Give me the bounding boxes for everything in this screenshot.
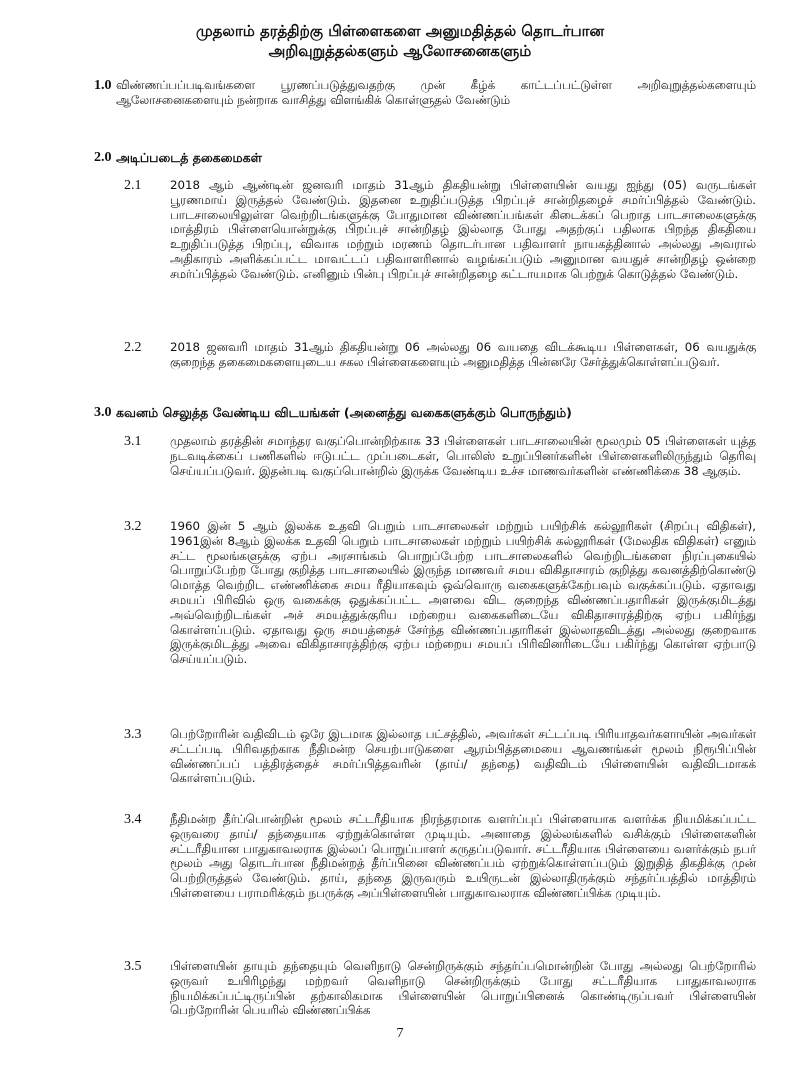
page-number: 7	[396, 1026, 404, 1041]
item-number-3-1: 3.1	[124, 434, 142, 449]
section-number-3: 3.0	[94, 405, 112, 420]
item-3-1-paragraph: முதலாம் தரத்தின் சமாந்தர வகுப்பொன்றிற்காக 33 பிள்ளைகள் பாடசாலையின் மூலமும் 05 பிள்ளைகள் யுத்த நடவடிக்கைப் பணிகளில் ஈடுபட்ட முப்படைகள், பொலிஸ் உறுப்பினர்களின் பிள்ளைகளிலிருந்தும் தெரிவு செய்யப்படுவர். இதன்படி வகுப்பொன்றில் இருக்க வேண்டிய உச்ச மாணவர்களின் எண்ணிக்கை 38 ஆகும்.	[170, 434, 756, 478]
item-number-2-2: 2.2	[124, 340, 142, 355]
section-3-heading: கவனம் செலுத்த வேண்டிய விடயங்கள் (அனைத்து வகைகளுக்கும் பொருந்தும்)	[116, 405, 572, 420]
item-number-3-2: 3.2	[124, 519, 142, 534]
page-title-line-1: முதலாம் தரத்திற்கு பிள்ளைகளை அனுமதித்தல் தொடர்பான	[195, 22, 604, 40]
section-1-paragraph: விண்ணப்பப்படிவங்களை பூரணப்படுத்துவதற்கு முன் கீழ்க் காட்டப்பட்டுள்ள அறிவுறுத்தல்களையும் ஆலோசனைகளையும் நன்றாக வாசித்து விளங்கிக் கொள்ளுதல் வேண்டும்	[116, 78, 756, 107]
item-number-3-5: 3.5	[124, 959, 142, 974]
item-number-3-3: 3.3	[124, 727, 142, 742]
item-number-2-1: 2.1	[124, 178, 142, 193]
page-title-line-2: அறிவுறுத்தல்களும் ஆலோசனைகளும்	[268, 42, 532, 60]
section-2-heading: அடிப்படைத் தகைமைகள்	[116, 150, 262, 165]
item-3-4-paragraph: நீதிமன்ற தீர்ப்பொன்றின் மூலம் சட்டரீதியாக நிரந்தரமாக வளர்ப்புப் பிள்ளையாக வளர்க்க நியமிக்கப்பட்ட ஒருவரை தாய்/ தந்தையாக ஏற்றுக்கொள்ள முடியும். அனாதை இல்லங்களில் வசிக்கும் பிள்ளைகளின் சட்டரீதியான பாதுகாவலராக இல்லப் பொறுப்பாளர் கருதப்படுவார். சட்டரீதியாக பிள்ளையை வளர்க்கும் நபர் மூலம் அது தொடர்பான நீதிமன்றத் தீர்ப்பினை விண்ணப்பம் ஏற்றுக்கொள்ளப்படும் இறுதித் திகதிக்கு முன் பெற்றிருத்தல் வேண்டும். தாய், தந்தை இருவரும் உயிருடன் இல்லாதிருக்கும் சந்தர்ப்பத்தில் மாத்திரம் பிள்ளையை பராமரிக்கும் நபருக்கு அப்பிள்ளையின் பாதுகாவலராக விண்ணப்பிக்க முடியும்.	[170, 812, 756, 900]
item-2-1-paragraph: 2018 ஆம் ஆண்டின் ஜனவரி மாதம் 31ஆம் திகதியன்று பிள்ளையின் வயது ஐந்து (05) வருடங்கள் பூரணமாய் இருத்தல் வேண்டும். இதனை உறுதிப்படுத்த பிறப்புச் சான்றிதழைச் சமர்ப்பித்தல் வேண்டும். பாடசாலையிலுள்ள வெற்றிடங்களுக்கு போதுமான விண்ணப்பங்கள் கிடைக்கப் பெறாத பாடசாலைகளுக்கு மாத்திரம் பிள்ளையொன்றுக்கு பிறப்புச் சான்றிதழ் இல்லாத போது அதற்குப் பதிலாக பிறந்த திகதியை உறுதிப்படுத்த பிறப்பு, விவாக மற்றும் மரணம் தொடர்பான பதிவாளர் நாயகத்தினால் அல்லது அவரால் அதிகாரம் அளிக்கப்பட்ட மாவட்டப் பதிவாளரினால் வழங்கப்படும் அனுமான வயதுச் சான்றிதழ் ஒன்றை சமர்ப்பித்தல் வேண்டும். எனினும் பின்பு பிறப்புச் சான்றிதழை கட்டாயமாக பெற்றுக் கொடுத்தல் வேண்டும்.	[170, 178, 756, 281]
item-number-3-4: 3.4	[124, 812, 142, 827]
item-3-2-paragraph: 1960 இன் 5 ஆம் இலக்க உதவி பெறும் பாடசாலைகள் மற்றும் பயிற்சிக் கல்லூரிகள் (சிறப்பு விதிகள்), 1961இன் 8ஆம் இலக்க உதவி பெறும் பாடசாலைகள் மற்றும் பயிற்சிக் கல்லூரிகள் (மேலதிக விதிகள்) எனும் சட்ட மூலங்களுக்கு ஏற்ப அரசாங்கம் பொறுப்பேற்ற பாடசாலைகளில் வெற்றிடங்களை நிரப்புகையில் பொறுப்பேற்ற போது குறித்த பாடசாலையில் இருந்த மாணவர் சமய விகிதாசாரம் குறித்து கவனத்திற்கொண்டு மொத்த வெற்றிட எண்ணிக்கை சமய ரீதியாகவும் ஒவ்வொரு வகைகளுக்கேற்பவும் வகுக்கப்படும். ஏதாவது சமயப் பிரிவில் ஒரு வகைக்கு ஒதுக்கப்பட்ட அளவை விட குறைந்த விண்ணப்பதாரிகள் இருக்குமிடத்து அவ்வெற்றிடங்கள் அச் சமயத்துக்குரிய மற்றைய வகைகளிடையே விகிதாசாரத்திற்கு ஏற்ப பகிர்ந்து கொள்ளப்படும். ஏதாவது ஒரு சமயத்தைச் சேர்ந்த விண்ணப்பதாரிகள் இல்லாதவிடத்து அல்லது குறைவாக இருக்குமிடத்து அவை விகிதாசாரத்திற்கு ஏற்ப மற்றைய சமயப் பிரிவினரிடையே பகிர்ந்து கொள்ள ஏற்பாடு செய்யப்படும்.	[170, 519, 756, 667]
section-number-1: 1.0	[94, 78, 112, 93]
item-2-2-paragraph: 2018 ஜனவரி மாதம் 31ஆம் திகதியன்று 06 அல்லது 06 வயதை விடக்கூடிய பிள்ளைகள், 06 வயதுக்கு குறைந்த தகைமைகளையுடைய சகல பிள்ளைகளையும் அனுமதித்த பின்னரே சேர்த்துக்கொள்ளப்படுவர்.	[170, 340, 756, 369]
item-3-3-paragraph: பெற்றோரின் வதிவிடம் ஒரே இடமாக இல்லாத பட்சத்தில், அவர்கள் சட்டப்படி பிரியாதவர்களாயின் அவர்கள் சட்டப்படி பிரிவதற்காக நீதிமன்ற செயற்பாடுகளை ஆரம்பித்தமையை ஆவணங்கள் மூலம் நிரூபிப்பின் விண்ணப்பப் பத்திரத்தைச் சமர்ப்பித்தவரின் (தாய்/ தந்தை) வதிவிடம் பிள்ளையின் வதிவிடமாகக் கொள்ளப்படும்.	[170, 727, 756, 786]
item-3-5-paragraph: பிள்ளையின் தாயும் தந்தையும் வெளிநாடு சென்றிருக்கும் சந்தர்ப்பமொன்றின் போது அல்லது பெற்றோரில் ஒருவர் உயிரிழந்து மற்றவர் வெளிநாடு சென்றிருக்கும் போது சட்டரீதியாக பாதுகாவலராக நியமிக்கப்பட்டிருப்பின் தற்காலிகமாக பிள்ளையின் பொறுப்பினைக் கொண்டிருப்பவர் பிள்ளையின் பெற்றோரின் பெயரில் விண்ணப்பிக்க	[170, 959, 756, 1018]
section-number-2: 2.0	[94, 150, 112, 165]
